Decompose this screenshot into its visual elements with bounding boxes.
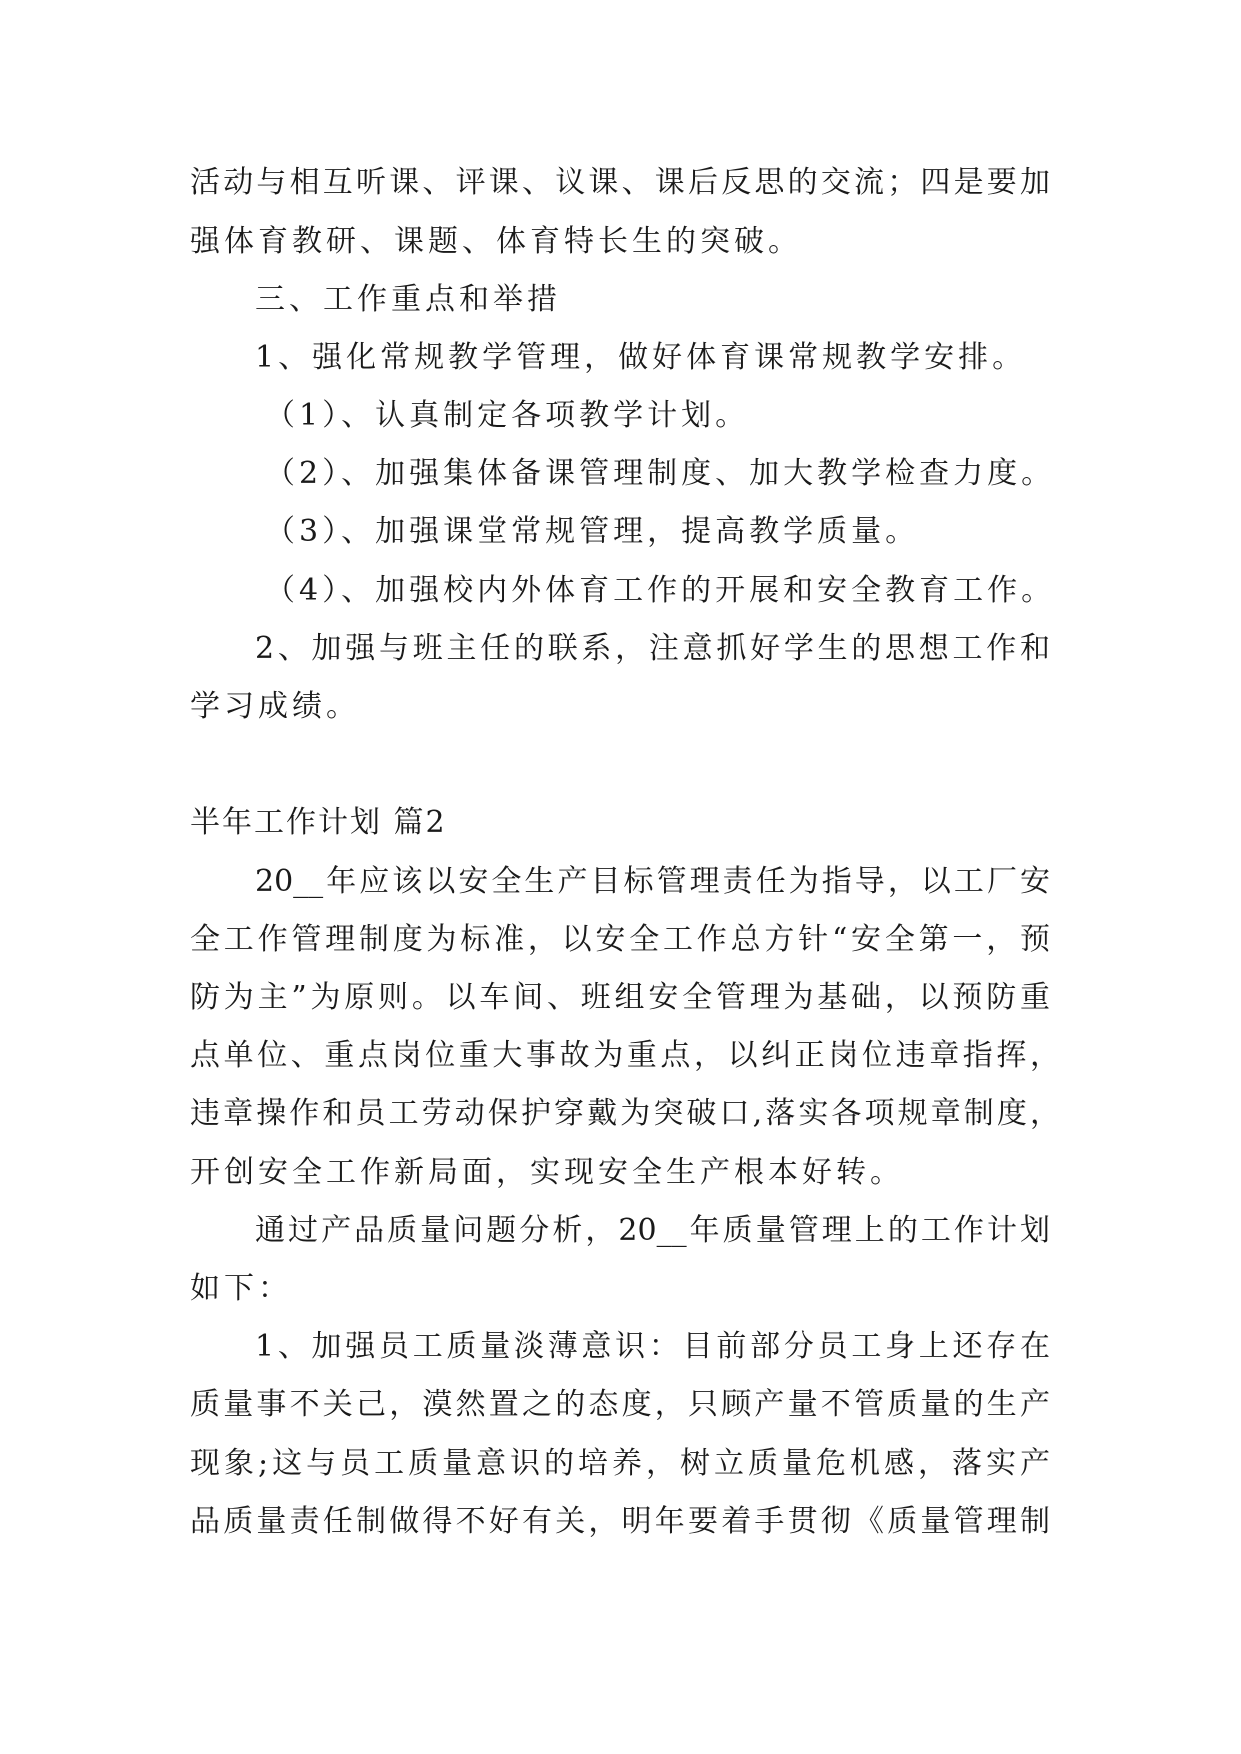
paragraph-line: 如下：: [190, 1271, 292, 1306]
paragraph-line: 点单位、重点岗位重大事故为重点，以纠正岗位违章指挥，: [190, 1038, 1060, 1073]
paragraph-line: 防为主”为原则。以车间、班组安全管理为基础，以预防重: [190, 980, 1050, 1015]
paragraph-line: 1、加强员工质量淡薄意识：目前部分员工身上还存在: [255, 1329, 1050, 1364]
paragraph-line: 通过产品质量问题分析，20__年质量管理上的工作计划: [255, 1213, 1050, 1248]
paragraph-line: 全工作管理制度为标准，以安全工作总方针“安全第一，预: [190, 922, 1050, 957]
paragraph-line: 活动与相互听课、评课、议课、课后反思的交流；四是要加: [190, 165, 1050, 200]
list-item: 2、加强与班主任的联系，注意抓好学生的思想工作和: [255, 631, 1050, 666]
paragraph-line: 品质量责任制做得不好有关，明年要着手贯彻《质量管理制: [190, 1504, 1050, 1539]
list-item: （4）、加强校内外体育工作的开展和安全教育工作。: [265, 573, 1056, 608]
paragraph-line: 现象;这与员工质量意识的培养，树立质量危机感，落实产: [190, 1446, 1050, 1481]
list-item: （2）、加强集体备课管理制度、加大教学检查力度。: [265, 456, 1056, 491]
paragraph-line: 质量事不关己，漠然置之的态度，只顾产量不管质量的生产: [190, 1387, 1050, 1422]
list-item: （1）、认真制定各项教学计划。: [265, 398, 750, 433]
section-title: 半年工作计划 篇2: [190, 805, 447, 840]
paragraph-line: 强体育教研、课题、体育特长生的突破。: [190, 224, 802, 259]
paragraph-line: 20__年应该以安全生产目标管理责任为指导，以工厂安: [255, 864, 1050, 899]
list-item: 1、强化常规教学管理，做好体育课常规教学安排。: [255, 340, 1027, 375]
section-heading: 三、工作重点和举措: [255, 282, 561, 317]
list-item: （3）、加强课堂常规管理，提高教学质量。: [265, 514, 920, 549]
paragraph-line: 开创安全工作新局面，实现安全生产根本好转。: [190, 1155, 904, 1190]
paragraph-line: 学习成绩。: [190, 689, 360, 724]
paragraph-line: 违章操作和员工劳动保护穿戴为突破口,落实各项规章制度，: [190, 1096, 1060, 1131]
